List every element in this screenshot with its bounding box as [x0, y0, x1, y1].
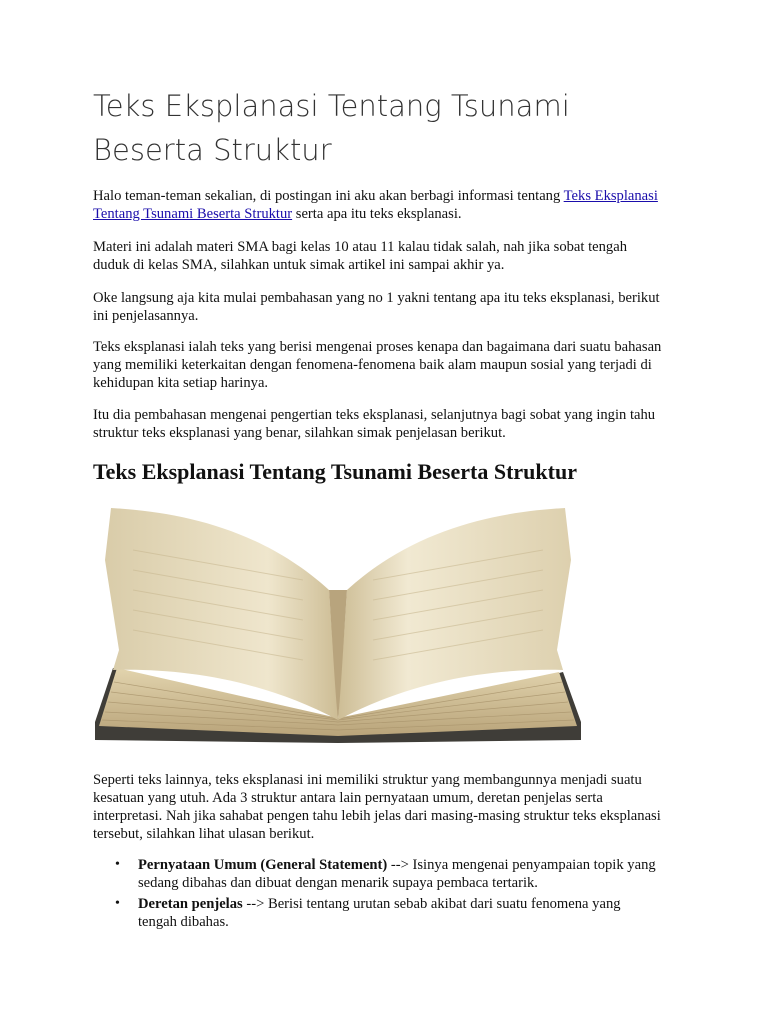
section-heading: Teks Eksplanasi Tentang Tsunami Beserta Struktur [93, 459, 577, 484]
list-item-term: Deretan penjelas [138, 896, 243, 912]
intro-text-before: Halo teman-teman sekalian, di postingan ini aku akan berbagi informasi tentang [93, 188, 564, 204]
intro-text-after: serta apa itu teks eksplanasi. [292, 206, 462, 222]
structure-list [93, 856, 663, 934]
list-item-text: --> Isinya mengenai penyampaian topik yang sedang dibahas dan dibuat dengan menarik supaya pembaca tertarik. [138, 857, 656, 891]
list-item-text: --> Berisi tentang urutan sebab akibat dari suatu fenomena yang tengah dibahas. [138, 896, 621, 930]
structure-paragraph: Seperti teks lainnya, teks eksplanasi ini memiliki struktur yang membangunnya menjadi suatu kesatuan yang utuh. Ada 3 struktur antara lain pernyataan umum, deretan penjelas serta interpretasi. Nah jika sahabat pengen tahu lebih jelas dari masing-masing struktur teks eksplanasi tersebut, silahkan lihat ulasan berikut. [93, 772, 661, 842]
intro-paragraph [93, 187, 663, 223]
document-title: Teks Eksplanasi Tentang Tsunami Beserta Struktur [93, 89, 570, 167]
open-book-icon [93, 500, 583, 745]
paragraph-2: Oke langsung aja kita mulai pembahasan yang no 1 yakni tentang apa itu teks eksplanasi, berikut ini penjelasannya. [93, 290, 660, 324]
paragraph-1: Materi ini adalah materi SMA bagi kelas 10 atau 11 kalau tidak salah, nah jika sobat tengah duduk di kelas SMA, silahkan untuk simak artikel ini sampai akhir ya. [93, 239, 628, 273]
bullet-icon: • [115, 857, 120, 872]
paragraph-4: Itu dia pembahasan mengenai pengertian teks eksplanasi, selanjutnya bagi sobat yang ingin tahu struktur teks eksplanasi yang benar, silahkan simak penjelasan berikut. [93, 407, 656, 441]
list-item-term: Pernyataan Umum (General Statement) [138, 857, 388, 873]
article-link[interactable]: Teks Eksplanasi Tentang Tsunami Beserta Struktur [93, 188, 658, 222]
list-item [93, 895, 663, 931]
open-book-image [93, 500, 583, 745]
paragraph-3: Teks eksplanasi ialah teks yang berisi mengenai proses kenapa dan bagaimana dari suatu bahasan yang memiliki keterkaitan dengan fenomena-fenomena baik alam maupun sosial yang terjadi di kehidupan kita setiap harinya. [93, 339, 662, 391]
bullet-icon: • [115, 896, 120, 911]
list-item [93, 856, 663, 892]
